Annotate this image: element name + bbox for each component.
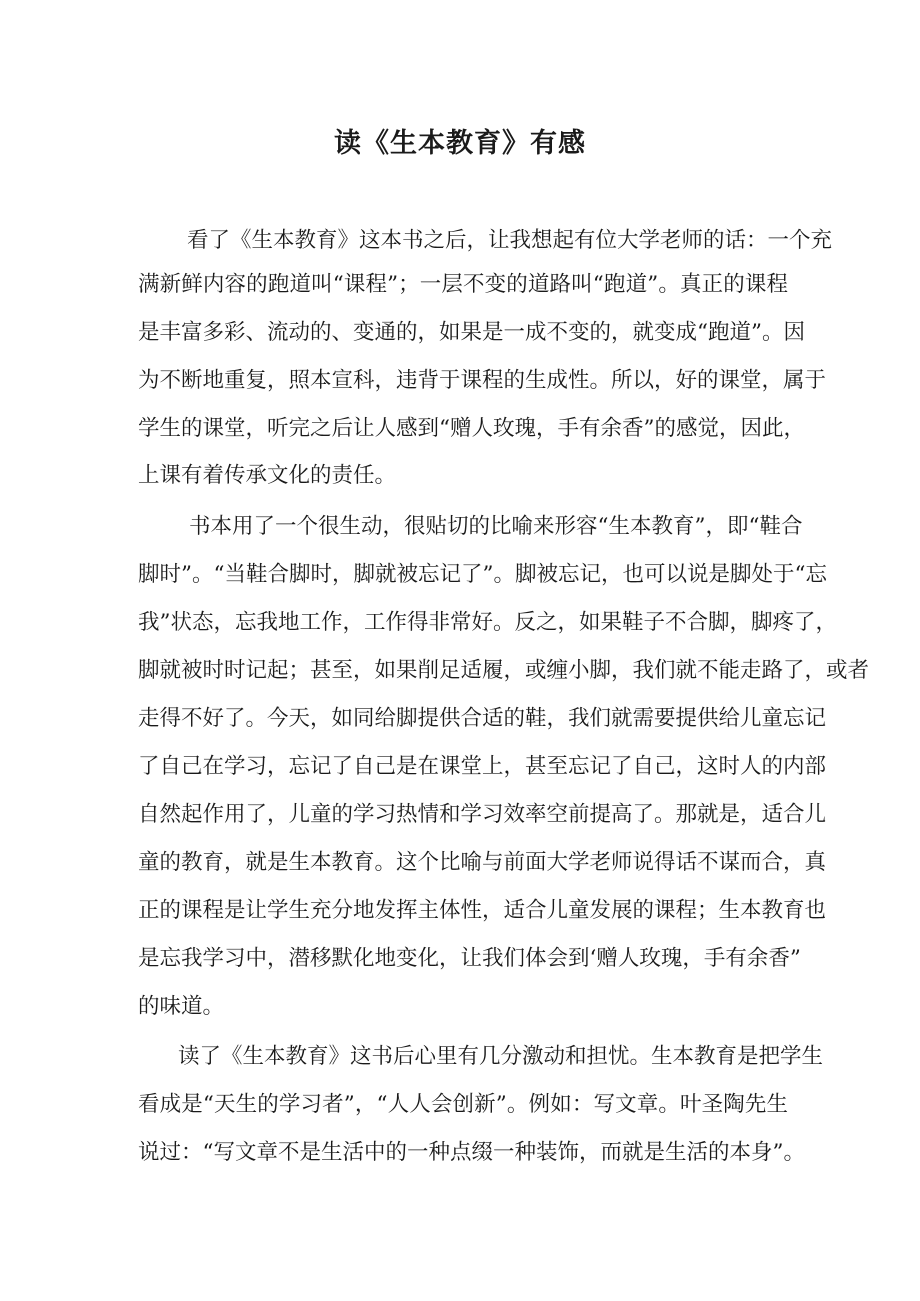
paragraph-line: 看了《生本教育》这本书之后，让我想起有位大学老师的话：一个充	[187, 228, 833, 253]
paragraph-line: 说过：“写文章不是生活中的一种点缀一种装饰，而就是生活的本身”。	[138, 1140, 805, 1165]
paragraph-line: 书本用了一个很生动，很贴切的比喻来形容“生本教育”，即“鞋合	[189, 514, 803, 539]
paragraph-line: 为不断地重复，照本宣科，违背于课程的生成性。所以，好的课堂，属于	[138, 368, 827, 393]
paragraph-line: 读了《生本教育》这书后心里有几分激动和担忧。生本教育是把学生	[178, 1044, 824, 1069]
paragraph-line: 是忘我学习中，潜移默化地变化，让我们体会到‘赠人玫瑰，手有余香”	[138, 946, 801, 971]
paragraph-line: 看成是“天生的学习者”，“人人会创新”。例如：写文章。叶圣陶先生	[138, 1092, 788, 1117]
paragraph-line: 脚时”。“当鞋合脚时，脚就被忘记了”。脚被忘记，也可以说是脚处于“忘	[138, 562, 827, 587]
paragraph-line: 自然起作用了，儿童的学习热情和学习效率空前提高了。那就是，适合儿	[138, 802, 827, 827]
page-title: 读《生本教育》有感	[334, 128, 586, 159]
paragraph-line: 我”状态，忘我地工作，工作得非常好。反之，如果鞋子不合脚，脚疼了，	[138, 610, 837, 635]
paragraph-line: 学生的课堂，听完之后让人感到“赠人玫瑰，手有余香”的感觉，因此，	[138, 416, 805, 441]
paragraph-line: 童的教育，就是生本教育。这个比喻与前面大学老师说得话不谋而合，真	[138, 850, 827, 875]
paragraph-line: 的味道。	[138, 994, 225, 1019]
paragraph-line: 正的课程是让学生充分地发挥主体性，适合儿童发展的课程；生本教育也	[138, 898, 827, 923]
paragraph-line: 脚就被时时记起；甚至，如果削足适履，或缠小脚，我们就不能走路了，或者	[138, 658, 870, 683]
paragraph-line: 是丰富多彩、流动的、变通的，如果是一成不变的，就变成“跑道”。因	[138, 320, 805, 345]
paragraph-line: 走得不好了。今天，如同给脚提供合适的鞋，我们就需要提供给儿童忘记	[138, 706, 827, 731]
paragraph-line: 满新鲜内容的跑道叫“课程”；一层不变的道路叫“跑道”。真正的课程	[138, 272, 788, 297]
paragraph-line: 了自己在学习，忘记了自己是在课堂上，甚至忘记了自己，这时人的内部	[138, 754, 827, 779]
paragraph-line: 上课有着传承文化的责任。	[138, 463, 397, 488]
